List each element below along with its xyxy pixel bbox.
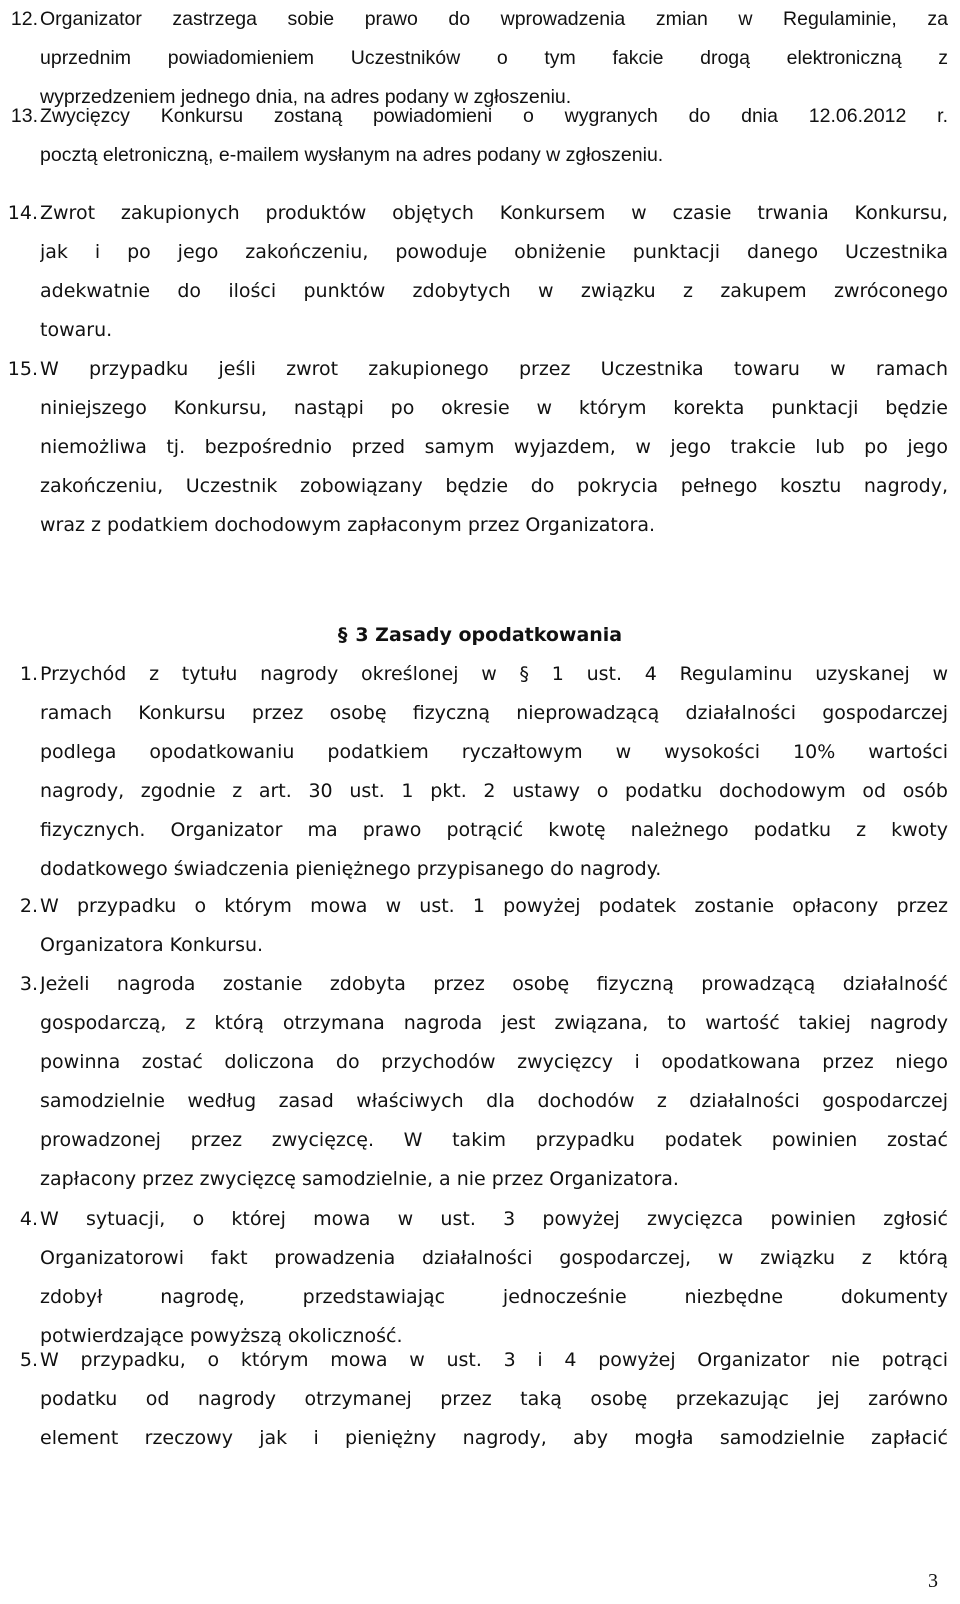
text-line: W sytuacji, o której mowa w ust. 3 powyżej zwycięzca powinien zgłosić <box>40 1208 948 1230</box>
text-line: zakończeniu, Uczestnik zobowiązany będzie do pokrycia pełnego kosztu nagrody, <box>40 475 948 497</box>
text-line: Organizator zastrzega sobie prawo do wprowadzenia zmian w Regulaminie, za <box>40 8 948 30</box>
item-number: 5. <box>19 1349 38 1371</box>
item-text <box>40 655 948 889</box>
section-title: 3 Zasady opodatkowania <box>355 624 623 646</box>
text-line: nagrody, zgodnie z art. 30 ust. 1 pkt. 2 ustawy o podatku dochodowym od osób <box>40 780 948 802</box>
text-line: Zwycięzcy Konkursu zostaną powiadomieni o wygranych do dnia 12.06.2012 r. <box>40 105 948 127</box>
text-line: wraz z podatkiem dochodowym zapłaconym przez Organizatora. <box>40 514 656 536</box>
text-line: Zwrot zakupionych produktów objętych Konkursem w czasie trwania Konkursu, <box>40 202 948 224</box>
item-text <box>40 194 948 350</box>
text-line: potwierdzające powyższą okoliczność. <box>40 1325 403 1347</box>
list-item <box>0 194 948 350</box>
text-line: niemożliwa tj. bezpośrednio przed samym wyjazdem, w jego trakcie lub po jego <box>40 436 948 458</box>
text-line: Organizatorowi fakt prowadzenia działalności gospodarczej, w związku z którą <box>40 1247 948 1269</box>
text-line: samodzielnie według zasad właściwych dla dochodów z działalności gospodarczej <box>40 1090 948 1112</box>
item-number: 2. <box>19 895 38 917</box>
item-text <box>40 1341 948 1458</box>
item-text <box>40 1200 948 1356</box>
text-line: dodatkowego świadczenia pieniężnego przypisanego do nagrody. <box>40 858 662 880</box>
text-line: gospodarczą, z którą otrzymana nagroda jest związana, to wartość takiej nagrody <box>40 1012 948 1034</box>
text-line: podlega opodatkowaniu podatkiem ryczałtowym w wysokości 10% wartości <box>40 741 948 763</box>
item-number: 14. <box>7 202 38 224</box>
list-item <box>0 1341 948 1458</box>
text-line: prowadzonej przez zwycięzcę. W takim przypadku podatek powinien zostać <box>40 1129 948 1151</box>
text-line: wyprzedzeniem jednego dnia, na adres podany w zgłoszeniu. <box>40 86 572 108</box>
list-item <box>0 965 948 1199</box>
text-line: zdobył nagrodę, przedstawiając jednocześnie niezbędne dokumenty <box>40 1286 948 1308</box>
list-item <box>0 887 948 965</box>
text-line: W przypadku, o którym mowa w ust. 3 i 4 powyżej Organizator nie potrąci <box>40 1349 948 1371</box>
item-number: 13. <box>10 105 38 127</box>
item-text <box>40 887 948 965</box>
text-line: niniejszego Konkursu, nastąpi po okresie w którym korekta punktacji będzie <box>40 397 948 419</box>
item-text <box>40 350 948 545</box>
section-heading <box>0 617 960 653</box>
text-line: jak i po jego zakończeniu, powoduje obniżenie punktacji danego Uczestnika <box>40 241 948 263</box>
list-item <box>0 1200 948 1356</box>
text-line: W przypadku o którym mowa w ust. 1 powyżej podatek zostanie opłacony przez <box>40 895 948 917</box>
text-line: element rzeczowy jak i pieniężny nagrody, aby mogła samodzielnie zapłacić <box>40 1427 948 1449</box>
text-line: W przypadku jeśli zwrot zakupionego przez Uczestnika towaru w ramach <box>40 358 948 380</box>
text-line: towaru. <box>40 319 113 341</box>
text-line: pocztą eletroniczną, e-mailem wysłanym na adres podany w zgłoszeniu. <box>40 144 664 166</box>
item-number: 15. <box>7 358 38 380</box>
text-line: powinna zostać doliczona do przychodów zwycięzcy i opodatkowana przez niego <box>40 1051 948 1073</box>
list-item <box>0 350 948 545</box>
text-line: Przychód z tytułu nagrody określonej w § 1 ust. 4 Regulaminu uzyskanej w <box>40 663 948 685</box>
text-line: adekwatnie do ilości punktów zdobytych w związku z zakupem zwróconego <box>40 280 948 302</box>
text-line: uprzednim powiadomieniem Uczestników o tym fakcie drogą elektroniczną z <box>40 47 948 69</box>
item-number: 3. <box>19 973 38 995</box>
list-item <box>0 655 948 889</box>
text-line: fizycznych. Organizator ma prawo potrącić kwotę należnego podatku z kwoty <box>40 819 948 841</box>
section-symbol: § <box>337 624 348 646</box>
text-line: Organizatora Konkursu. <box>40 934 264 956</box>
text-line: ramach Konkursu przez osobę fizyczną nieprowadzącą działalności gospodarczej <box>40 702 948 724</box>
item-text <box>40 97 948 175</box>
text-line: zapłacony przez zwycięzcę samodzielnie, a nie przez Organizatora. <box>40 1168 679 1190</box>
list-item <box>0 97 948 175</box>
item-number: 4. <box>19 1208 38 1230</box>
text-line: podatku od nagrody otrzymanej przez taką osobę przekazując jej zarówno <box>40 1388 948 1410</box>
item-number: 12. <box>10 8 38 30</box>
page-number: 3 <box>928 1570 938 1592</box>
item-number: 1. <box>19 663 38 685</box>
item-text <box>40 965 948 1199</box>
text-line: Jeżeli nagroda zostanie zdobyta przez osobę fizyczną prowadzącą działalność <box>40 973 948 995</box>
